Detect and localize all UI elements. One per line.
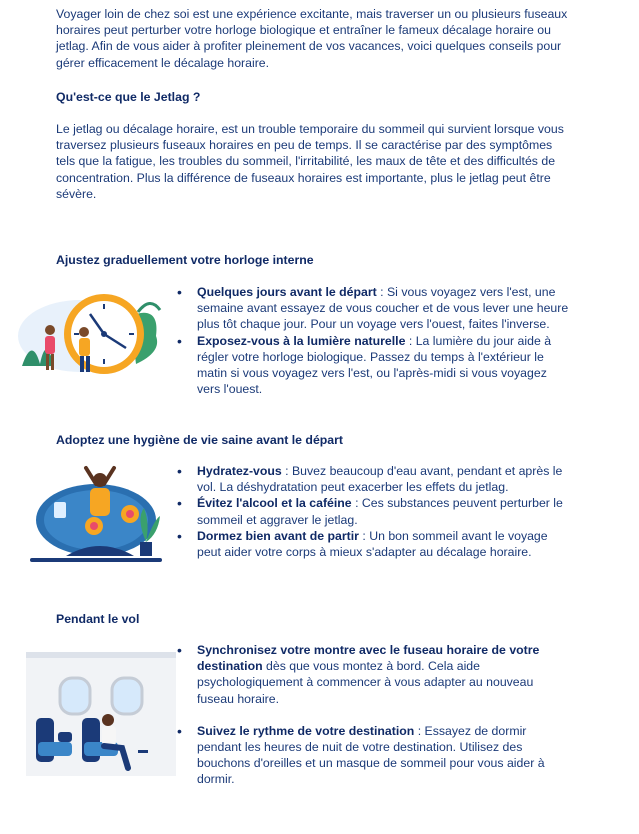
what-heading: Qu'est-ce que le Jetlag ? (56, 90, 201, 104)
intro-paragraph: Voyager loin de chez soi est une expérience excitante, mais traverser un ou plusieurs fuseaux horaires peut perturber votre horloge biologique et entraîner le fameux décalage horaire ou jetlag. Afin de vous aider à profiter pleinement de vos vacances, voici quelques conseils pour gérer efficacement le décalage horaire. (56, 7, 568, 70)
tip-title: Dormez bien avant de partir (197, 528, 359, 543)
tip-text: : Ces substances peuvent perturber le sommeil et aggraver le jetlag. (197, 496, 563, 527)
list-item (197, 642, 573, 707)
flight-tips-list (197, 642, 573, 788)
tip-title: Exposez-vous à la lumière naturelle (197, 333, 406, 348)
section-heading-hygiene: Adoptez une hygiène de vie saine avant le départ (56, 433, 344, 447)
what-paragraph: Le jetlag ou décalage horaire, est un trouble temporaire du sommeil qui survient lorsque vous traversez plusieurs fuseaux horaires en peu de temps. Il se caractérise par des symptômes tels que la fatigue, les troubles du sommeil, l'irritabilité, les maux de tête et des difficultés de concentration. Plus la différence de fuseaux horaires est importante, plus le jetlag peut être sévère. (56, 122, 564, 201)
tip-text: dès que vous montez à bord. Cela aide psychologiquement à commencer à vous adapter au nouveau fuseau horaire. (197, 659, 534, 706)
tip-text: : Si vous voyagez vers l'est, une semaine avant essayez de vous coucher et de vous lever une heure plus tôt chaque jour. Pour un voyage vers l'ouest, faites l'inverse. (197, 285, 569, 332)
tip-text: : La lumière du jour aide à régler votre horloge biologique. Passez du temps à l'extérieur le matin si vous voyagez vers l'est, ou l'après-midi si vous voyagez vers l'ouest. (197, 333, 552, 397)
tip-title: Hydratez-vous (197, 464, 282, 478)
yoga-illustration-icon (26, 458, 166, 568)
list-item (197, 723, 573, 788)
airplane-cabin-illustration-icon (26, 652, 176, 792)
list-item (197, 463, 573, 495)
section-heading-flight: Pendant le vol (56, 612, 140, 626)
clock-tips-list (197, 284, 573, 397)
tip-text: : Un bon sommeil avant le voyage peut aider votre corps à mieux s'adapter au décalage horaire. (197, 528, 548, 560)
tip-title: Évitez l'alcool et la caféine (197, 496, 352, 511)
tip-title: Suivez le rythme de votre destination (197, 723, 415, 738)
tip-text: : Essayez de dormir pendant les heures de nuit de votre destination. Utilisez des bouchons d'oreilles et un masque de sommeil pour vous aider à dormir. (197, 723, 545, 787)
tip-text: : Buvez beaucoup d'eau avant, pendant et après le vol. La déshydratation peut exacerber les effets du jetlag. (197, 464, 563, 495)
list-item (197, 284, 573, 333)
clock-illustration-icon (10, 286, 170, 378)
hygiene-tips-list (197, 463, 573, 560)
list-item (197, 528, 573, 560)
tip-title: Synchronisez votre montre avec le fuseau horaire de votre destination (197, 643, 540, 674)
list-item (197, 333, 573, 398)
tip-title: Quelques jours avant le départ (197, 285, 377, 299)
list-item (197, 495, 573, 527)
section-heading-clock: Ajustez graduellement votre horloge interne (56, 253, 314, 267)
